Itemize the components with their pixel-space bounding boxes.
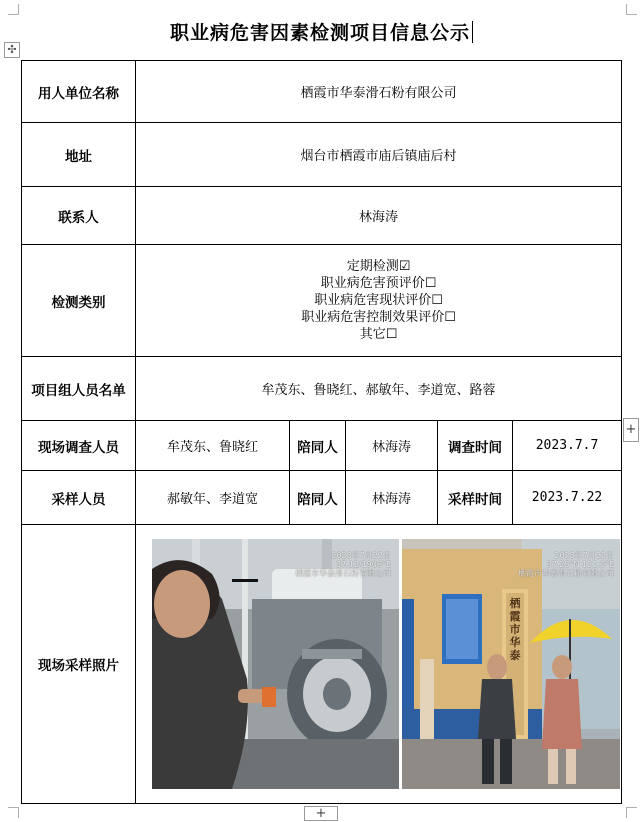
type-option-status-assessment: 职业病危害现状评价☐ — [314, 293, 443, 308]
photo-watermark: 2023年7月22日 37.12/1906°E 栖霞市华泰滑石粉有限公司 — [295, 551, 391, 578]
team-label: 项目组人员名单 — [22, 357, 136, 421]
address-label: 地址 — [22, 123, 136, 187]
type-option-control-effect: 职业病危害控制效果评价☐ — [301, 310, 456, 325]
table-move-handle-icon[interactable]: ✣ — [4, 42, 20, 58]
employer-value[interactable]: 栖霞市华泰滑石粉有限公司 — [136, 61, 622, 123]
info-table — [21, 60, 622, 804]
survey-time-label: 调查时间 — [438, 421, 513, 471]
photo-cell — [136, 525, 622, 804]
add-row-button[interactable]: + — [304, 806, 338, 821]
sampling-label: 采样人员 — [22, 471, 136, 525]
page-corner-mark — [8, 807, 19, 818]
document-title[interactable] — [0, 18, 643, 45]
sampling-escort-label: 陪同人 — [290, 471, 346, 525]
survey-time-value[interactable]: 2023.7.7 — [513, 421, 622, 471]
table-row — [22, 123, 622, 187]
sampling-photo-machine[interactable] — [152, 539, 399, 789]
type-option-periodic: 定期检测☑ — [346, 259, 411, 274]
table-row — [22, 421, 622, 471]
survey-escort-value[interactable]: 林海涛 — [346, 421, 438, 471]
company-sign: 栖霞市华泰 — [509, 597, 521, 662]
employer-label: 用人单位名称 — [22, 61, 136, 123]
sampling-escort-value[interactable]: 林海涛 — [346, 471, 438, 525]
table-row — [22, 471, 622, 525]
photo-watermark: 2023年7月22日 37.25°N 121.0°E 栖霞市华泰滑石粉有限公司 — [518, 551, 614, 578]
survey-value[interactable]: 牟茂东、鲁晓红 — [136, 421, 290, 471]
survey-label: 现场调查人员 — [22, 421, 136, 471]
type-option-pre-assessment: 职业病危害预评价☐ — [320, 276, 437, 291]
address-value[interactable]: 烟台市栖霞市庙后镇庙后村 — [136, 123, 622, 187]
contact-label: 联系人 — [22, 187, 136, 245]
page-corner-mark — [8, 4, 19, 15]
type-options[interactable] — [136, 245, 622, 357]
add-column-button[interactable]: + — [623, 418, 639, 442]
table-row — [22, 357, 622, 421]
photo-label: 现场采样照片 — [22, 525, 136, 804]
sampling-time-value[interactable]: 2023.7.22 — [513, 471, 622, 525]
page-corner-mark — [626, 807, 637, 818]
sampling-value[interactable]: 郝敏年、李道宽 — [136, 471, 290, 525]
type-option-other: 其它☐ — [359, 327, 398, 342]
photo-area — [136, 525, 621, 803]
table-row — [22, 245, 622, 357]
sampling-photo-building[interactable] — [402, 539, 620, 789]
team-value[interactable]: 牟茂东、鲁晓红、郝敏年、李道宽、路蓉 — [136, 357, 622, 421]
contact-value[interactable]: 林海涛 — [136, 187, 622, 245]
table-row — [22, 187, 622, 245]
page-corner-mark — [626, 4, 637, 15]
sampling-time-label: 采样时间 — [438, 471, 513, 525]
type-label: 检测类别 — [22, 245, 136, 357]
table-row — [22, 525, 622, 804]
table-row — [22, 61, 622, 123]
document-title-text: 职业病危害因素检测项目信息公示 — [169, 22, 470, 44]
text-cursor — [472, 21, 473, 43]
survey-escort-label: 陪同人 — [290, 421, 346, 471]
